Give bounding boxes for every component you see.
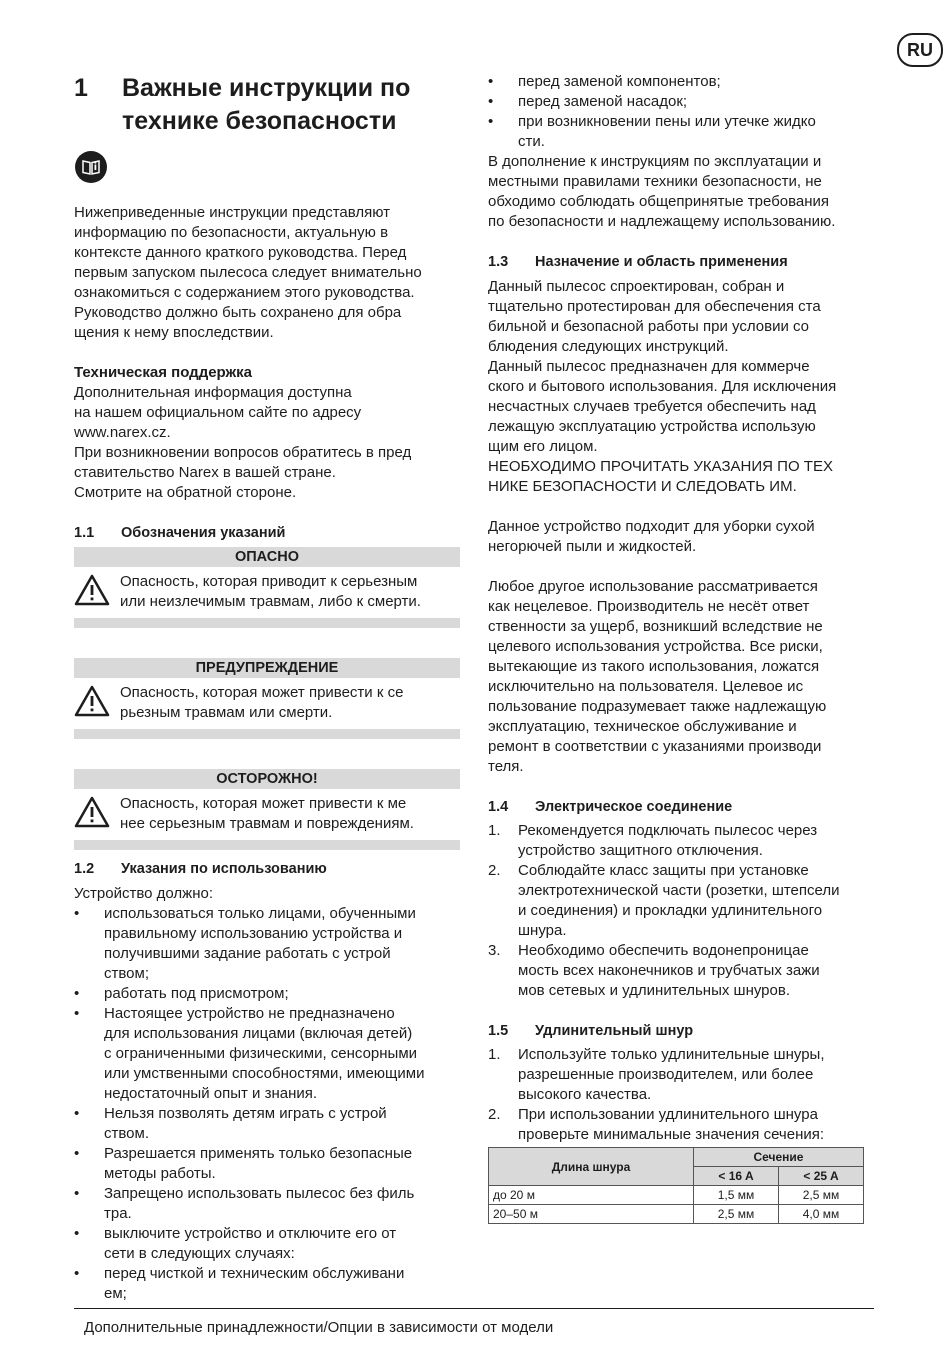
- electrical-list: [488, 821, 874, 1001]
- usage-list: [74, 904, 460, 1304]
- list-item: • перед чисткой и техническим обслуживани ем;: [74, 1265, 405, 1302]
- warning-text: рьезным травмам или смерти.: [120, 704, 333, 721]
- caution-sign: [74, 769, 460, 850]
- danger-label: ОПАСНО: [74, 547, 460, 567]
- section-title: Назначение и область применения: [535, 254, 788, 270]
- table-header-25a: < 25 A: [779, 1167, 864, 1186]
- list-item: 2. При использовании удлинительного шнура проверьте минимальные значения сечения:: [488, 1106, 825, 1143]
- section-1-number: 1: [74, 74, 88, 102]
- section-title: Обозначения указаний: [121, 525, 286, 541]
- intro-line: первым запуском пылесоса следует внимательно: [74, 264, 422, 281]
- intro-line: контексте данного краткого руководства. Перед: [74, 244, 407, 261]
- caution-label: ОСТОРОЖНО!: [74, 769, 460, 789]
- read-manual-icon: [74, 150, 460, 189]
- list-item: 2. Соблюдайте класс защиты при установке электротехнической части (розетки, штепсели и соединения) и прокладки удлинительного шнура.: [488, 862, 840, 939]
- right-column: [488, 72, 874, 1224]
- intro-paragraph: [74, 203, 460, 343]
- support-line: ставительство Narex в вашей стране.: [74, 464, 336, 481]
- purpose-paragraph-1: Данный пылесос спроектирован, собран и тщательно протестирован для обеспечения ста бильной и безопасной работы при условии со блюдения следующих инструкций. Данный пылесос предназначен для коммерче ского и бытового использования. Для исключения несчастных случаев требуется обеспечить над лежащую эксплуатацию устройства использую щим его лицом. НЕОБХОДИМО ПРОЧИТАТЬ УКАЗАНИЯ ПО ТЕХ НИКЕ БЕЗОПАСНОСТИ И СЛЕДОВАТЬ ИМ.: [488, 278, 837, 495]
- danger-text: Опасность, которая приводит к серьезным: [120, 573, 418, 590]
- table-header-length: Длина шнура: [489, 1148, 694, 1186]
- support-line: При возникновении вопросов обратитесь в пред: [74, 444, 412, 461]
- intro-line: информацию по безопасности, актуальную в: [74, 224, 389, 241]
- section-1-heading: [74, 72, 460, 138]
- support-line: Смотрите на обратной стороне.: [74, 484, 297, 501]
- left-column: [74, 62, 460, 1304]
- purpose-paragraph-2: Данное устройство подходит для уборки сухой негорючей пыли и жидкостей.: [488, 518, 815, 555]
- section-1-4-heading: [488, 797, 874, 817]
- danger-text: или неизлечимым травмам, либо к смерти.: [120, 593, 421, 610]
- list-item: • при возникновении пены или утечке жидко сти.: [488, 113, 816, 150]
- list-item: 1. Используйте только удлинительные шнуры, разрешенные производителем, или более высокого качества.: [488, 1046, 825, 1103]
- list-item: • перед заменой компонентов;: [488, 73, 721, 90]
- section-number: 1.5: [488, 1023, 509, 1039]
- section-number: 1.2: [74, 861, 95, 877]
- list-item: • использоваться только лицами, обученными правильному использованию устройства и получившими задание работать с устрой ством;: [74, 905, 416, 982]
- section-number: 1.4: [488, 799, 509, 815]
- usage-list-continued: [488, 72, 874, 152]
- intro-line: щения к нему впоследствии.: [74, 324, 274, 341]
- footer-divider: [74, 1308, 874, 1309]
- caution-text: нее серьезным травмам и повреждениям.: [120, 815, 414, 832]
- intro-line: Руководство должно быть сохранено для обра: [74, 304, 402, 321]
- intro-line: ознакомиться с содержанием этого руководства.: [74, 284, 415, 301]
- support-line: Дополнительная информация доступна: [74, 384, 352, 401]
- list-item: • работать под присмотром;: [74, 985, 289, 1002]
- table-header-16a: < 16 A: [694, 1167, 779, 1186]
- extension-cord-list: [488, 1045, 874, 1145]
- usage-lead: Устройство должно:: [74, 885, 213, 902]
- support-title: Техническая поддержка: [74, 364, 253, 381]
- list-item: • перед заменой насадок;: [488, 93, 688, 110]
- warning-triangle-icon: [74, 574, 110, 606]
- usage-after-paragraph: В дополнение к инструкциям по эксплуатации и местными правилами техники безопасности, не обходимо соблюдать общепринятые требования по безопасности и надлежащему использованию.: [488, 153, 836, 230]
- list-item: • Запрещено использовать пылесос без филь тра.: [74, 1185, 415, 1222]
- support-line: на нашем официальном сайте по адресу: [74, 404, 362, 421]
- warning-triangle-icon: [74, 796, 110, 828]
- section-title: Удлинительный шнур: [535, 1023, 694, 1039]
- section-title: Указания по использованию: [121, 861, 327, 877]
- list-item: 1. Рекомендуется подключать пылесос через устройство защитного отключения.: [488, 822, 818, 859]
- table-row: 20–50 м 2,5 мм 4,0 мм: [489, 1205, 864, 1224]
- section-number: 1.1: [74, 525, 95, 541]
- danger-sign: [74, 547, 460, 628]
- section-number: 1.3: [488, 254, 509, 270]
- section-1-1-heading: [74, 523, 460, 543]
- table-header-section: Сечение: [694, 1148, 864, 1167]
- list-item: • выключите устройство и отключите его от сети в следующих случаях:: [74, 1225, 397, 1262]
- support-paragraph: [74, 383, 460, 503]
- section-1-title-line1: Важные инструкции по: [122, 74, 411, 102]
- section-1-5-heading: [488, 1021, 874, 1041]
- section-1-3-heading: [488, 252, 874, 272]
- warning-text: Опасность, которая может привести к се: [120, 684, 404, 701]
- purpose-paragraph-3: Любое другое использование рассматривается как нецелевое. Производитель не несёт ответ ственности за ущерб, возникший вследствие не целевого использования устройства. Все риски, вытекающие из такого использования, ложатся исключительно на пользователя. Целевое ис пользование подразумевает также надлежащую эксплуатацию, техническое обслуживание и ремонт в соответствии с указаниями производи теля.: [488, 578, 827, 775]
- list-item: • Нельзя позволять детям играть с устрой ством.: [74, 1105, 387, 1142]
- section-title: Электрическое соединение: [535, 799, 733, 815]
- table-row: до 20 м 1,5 мм 2,5 мм: [489, 1186, 864, 1205]
- warning-label: ПРЕДУПРЕЖДЕНИЕ: [74, 658, 460, 678]
- intro-line: Нижеприведенные инструкции представляют: [74, 204, 391, 221]
- footer-note: Дополнительные принадлежности/Опции в зависимости от модели: [84, 1319, 554, 1336]
- support-line: www.narex.cz.: [74, 424, 171, 441]
- warning-sign: [74, 658, 460, 739]
- list-item: • Разрешается применять только безопасные методы работы.: [74, 1145, 413, 1182]
- language-badge: RU: [897, 33, 943, 67]
- list-item: • Настоящее устройство не предназначено для использования лицами (включая детей) с ограниченными физическими, сенсорными или умственными способностями, имеющими недостаточный опыт и знания.: [74, 1005, 425, 1102]
- section-1-2-heading: [74, 859, 460, 879]
- list-item: 3. Необходимо обеспечить водонепроницае мость всех наконечников и трубчатых зажи мов сетевых и удлинительных шнуров.: [488, 942, 820, 999]
- cord-section-table: [488, 1147, 864, 1224]
- section-1-title-line2: технике безопасности: [122, 107, 397, 135]
- warning-triangle-icon: [74, 685, 110, 717]
- caution-text: Опасность, которая может привести к ме: [120, 795, 407, 812]
